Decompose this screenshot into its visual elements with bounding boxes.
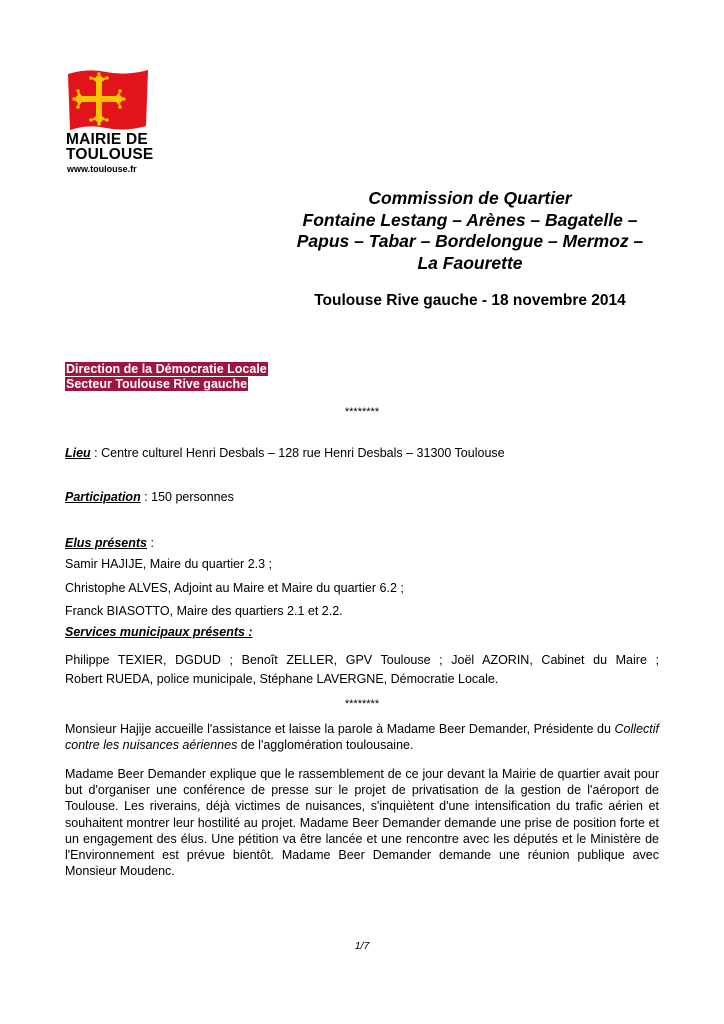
logo-text-line2: TOULOUSE xyxy=(66,146,154,163)
title-line-2: Fontaine Lestang – Arènes – Bagatelle – xyxy=(302,209,638,230)
services-label: Services municipaux présents : xyxy=(65,625,253,639)
title-line-1: Commission de Quartier xyxy=(368,188,572,208)
logo-text-line1: MAIRIE DE xyxy=(66,131,148,148)
lieu-value: : Centre culturel Henri Desbals – 128 rue Henri Desbals – 31300 Toulouse xyxy=(90,446,505,460)
lieu-line xyxy=(65,446,505,461)
title-line-3: Papus – Tabar – Bordelongue – Mermoz – xyxy=(296,231,644,251)
paragraph-intro-end: de l'agglomération toulousaine. xyxy=(237,738,414,753)
page-number: 1/7 xyxy=(354,940,370,952)
services-line-2: Robert RUEDA, police municipale, Stéphane LAVERGNE, Démocratie Locale. xyxy=(65,672,499,686)
mairie-logo xyxy=(66,66,156,174)
direction-line-1: Direction de la Démocratie Locale xyxy=(66,362,267,376)
direction-line-2: Secteur Toulouse Rive gauche xyxy=(66,377,248,391)
elus-heading xyxy=(65,536,154,551)
paragraph-body: Madame Beer Demander explique que le rassemblement de ce jour devant la Mairie de quartier avait pour but d'organiser une conférence de presse sur le projet de privatisation de la gestion de l'aéroport de Toulouse. Les riverains, déjà victimes de nuisances, s'inquiètent d'une intensification du trafic aérien et souhaitent montrer leur hostilité au projet. Madame Beer Demander demande une prise de position forte et un engagement des élus. Une pétition va être lancée et une rencontre avec les députés et le Ministère de l'Environnement est prévue bientôt. Madame Beer Demander demande une réunion publique avec Monsieur Moudenc. xyxy=(65,767,659,879)
participation-value: : 150 personnes xyxy=(140,490,234,504)
occitan-cross-flag-icon xyxy=(66,66,150,132)
separator-1: ******** xyxy=(344,406,380,418)
lieu-label: Lieu xyxy=(65,446,91,460)
elus-suffix: : xyxy=(146,536,154,550)
logo-url: www.toulouse.fr xyxy=(67,164,137,174)
services-line-1: Philippe TEXIER, DGDUD ; Benoît ZELLER, GPV Toulouse ; Joël AZORIN, Cabinet du Maire ; xyxy=(65,653,659,667)
elus-label: Elus présents xyxy=(65,536,147,550)
elu-item: Christophe ALVES, Adjoint au Maire et Maire du quartier 6.2 ; xyxy=(65,581,404,595)
document-title xyxy=(270,188,670,274)
direction-block xyxy=(65,362,268,392)
elu-item: Franck BIASOTTO, Maire des quartiers 2.1 et 2.2. xyxy=(65,604,343,618)
elu-item: Samir HAJIJE, Maire du quartier 2.3 ; xyxy=(65,557,273,571)
participation-label: Participation xyxy=(65,490,141,504)
title-line-4: La Faourette xyxy=(417,252,523,273)
paragraph-intro-text: Monsieur Hajije accueille l'assistance et laisse la parole à Madame Beer Demander, Présidente du xyxy=(65,722,615,736)
paragraph-intro xyxy=(65,721,659,753)
participation-line xyxy=(65,490,234,505)
document-subtitle: Toulouse Rive gauche - 18 novembre 2014 xyxy=(314,292,626,309)
separator-2: ******** xyxy=(344,698,380,710)
services-heading xyxy=(65,625,253,640)
collectif-name: Collectif contre les nuisances aériennes xyxy=(65,722,659,753)
